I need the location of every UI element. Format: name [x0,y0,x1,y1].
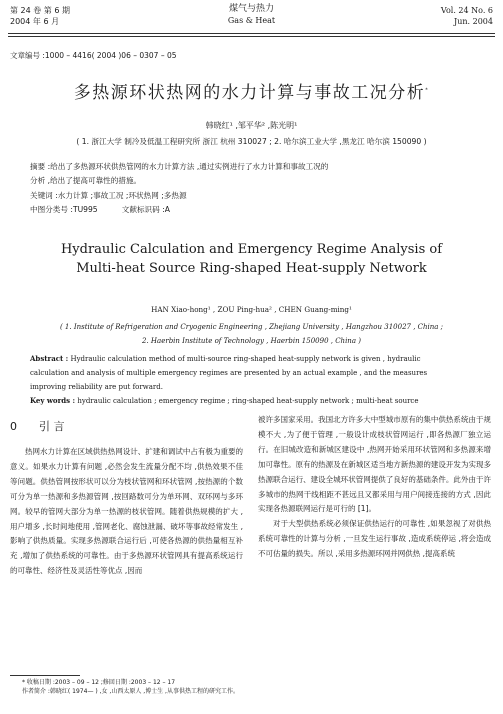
article-number: 文章编号 :1000 – 4416( 2004 )06 – 0307 – 05 [10,51,177,60]
title-en-line1: Hydraulic Calculation and Emergency Regime Analysis of [60,242,443,257]
affiliation-en-line2: 2. Haerbin Institute of Technology , Haerbin 150090 , China ) [142,337,361,345]
body-column-right [258,413,491,562]
footnote-rule [10,675,80,676]
authors-en: HAN Xiao-hong¹ , ZOU Ping-hua² , CHEN Guang-ming¹ [151,305,352,314]
date-cn: 2004 年 6 月 [10,17,60,26]
section-title: 引 言 [39,420,65,433]
classification-cn: 中图分类号 :TU995 文献标识码 :A [30,204,170,214]
abstract-en-line3: improving reliability are put forward. [30,383,163,391]
header-rule-bottom [8,36,495,37]
affiliation-cn: ( 1. 浙江大学 制冷及低温工程研究所 浙江 杭州 310027 ; 2. 哈尔滨工业大学 ,黑龙江 哈尔滨 150090 ) [76,137,427,146]
body-paragraph-3: 对于大型供热系统必须保证供热运行的可靠性 ,如果忽视了对供热系统可靠性的计算与分析 ,一旦发生运行事故 ,造成系统停运 ,将会造成不可估量的损失。所以 ,采用多热源环网并网供热 ,提高系统 [258,519,491,559]
keywords-cn: 关键词 :水力计算 ;事故工况 ;环状热网 ;多热源 [30,190,187,200]
volume-issue-en: Vol. 24 No. 6 [440,6,493,15]
body-paragraph-1: 热网水力计算在区域供热热网设计、扩建和调试中占有极为重要的意义。如果水力计算有问题 ,必然会发生流量分配不均 ,供热效果不佳等问题。供热管网按形状可以分为枝状管网和环状管网 ,按热源的个数可分为单一热源和多热源管网 ,按回路数可分为单环网、双环网与多环网。较早的管网大部分为单一热源的枝状管网。随着供热规模的扩大 ,用户增多 ,长时间地使用 ,管网老化、腐蚀泄漏、破坏等事故经常发生 ,影响了供热质量。实现多热源联合运行后 ,可使各热源的供热量相互补充 ,增加了供热系统的可靠性。由于多热源环状管网具有提高系统运行的可靠性、经济性及灵活性等优点 ,因而 [10,447,243,576]
abstract-en-label: Abstract : [30,354,69,363]
section-number: 0 [10,420,17,433]
abstract-en [30,352,470,408]
abstract-cn [30,160,470,217]
abstract-cn-line1: 给出了多热源环状供热管网的水力计算方法 ,通过实例进行了水力计算和事故工况的 [50,162,329,171]
title-en [0,240,503,278]
abstract-en-line1: Hydraulic calculation method of multi-source ring-shaped heat-supply network is given , hydraulic [68,355,421,363]
abstract-en-line2: calculation and analysis of multiple emergency regimes are presented by an actual example , and the measures [30,369,428,377]
volume-issue-cn: 第 24 卷 第 6 期 [10,6,70,15]
section-heading [10,418,65,434]
title-footnote-mark: * [425,87,430,94]
body-paragraph-2: 被许多国家采用。我国北方许多大中型城市原有的集中供热系统由于规模不大 ,为了便于管理 ,一般设计成枝状管网运行 ,即各热源厂独立运行。在旧城改造和新城区建设中 ,热网开始采用环状管网和多热源来增加可靠性。原有的热源及在新城区适当地方新热源的建设开发为实现多热源联合运行、建设全城环状管网提供了良好的基础条件。此外由于许多城市的热网干线相距不甚远且又都采用与用户间接连接的方式 ,因此实现各热源联网运行是可行的 [1]。 [258,415,491,514]
body-column-left [10,445,243,579]
journal-name-en: Gas & Heat [227,16,276,25]
keywords-en: hydraulic calculation ; emergency regime ; ring-shaped heat-supply network ; multi-heat source [75,397,419,405]
header-rule-top [8,33,495,34]
affiliation-en-line1: ( 1. Institute of Refrigeration and Cryogenic Engineering , Zhejiang University , Hangzhou 310027 , China ; [59,323,444,331]
authors-cn: 韩晓红¹ ,邹平华² ,陈光明¹ [205,121,298,130]
affiliation-en [0,320,503,348]
date-en: Jun. 2004 [454,17,493,26]
title-cn [0,78,503,103]
footnote [22,678,239,696]
title-cn-text: 多热源环状热网的水力计算与事故工况分析 [73,83,426,103]
running-header-center [0,3,503,27]
title-en-line2: Multi-heat Source Ring-shaped Heat-supply Network [76,261,427,276]
keywords-en-label: Key words : [30,396,76,405]
abstract-cn-label: 摘要 : [30,162,51,171]
footnote-author-bio: 作者简介 :韩晓红( 1974— ) ,女 ,山西太原人 ,博士生 ,从事供热工程的研究工作。 [22,688,239,695]
footnote-received: * 收稿日期 :2003 – 09 – 12 ;修回日期 :2003 – 12 – 17 [22,679,176,686]
abstract-cn-line2: 分析 ,给出了提高可靠性的措施。 [30,176,142,186]
journal-name-cn: 煤气与热力 [228,4,274,14]
running-header-right [441,5,493,27]
